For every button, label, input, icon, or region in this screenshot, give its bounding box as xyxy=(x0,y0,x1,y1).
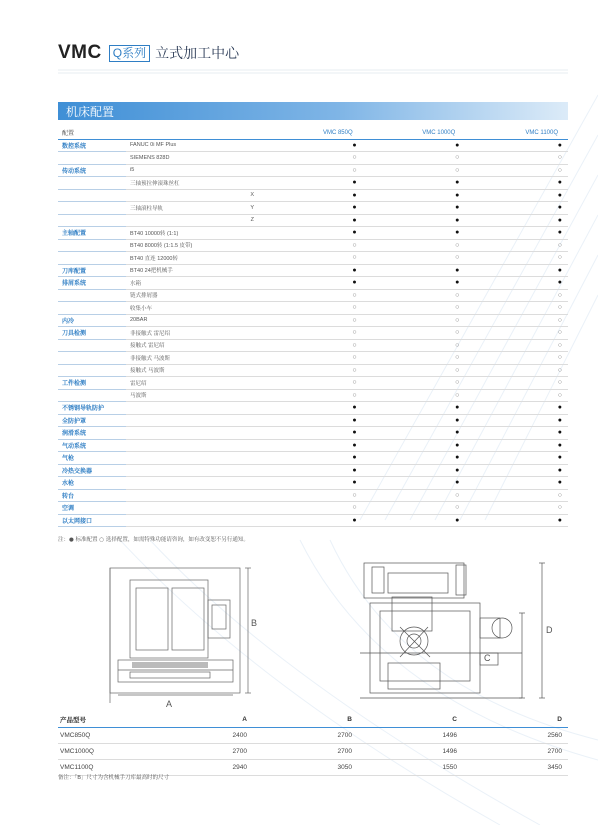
optional-mark: ○ xyxy=(363,502,466,515)
config-category xyxy=(58,339,126,352)
standard-mark: ● xyxy=(465,402,568,415)
config-sub-item xyxy=(236,477,260,490)
config-row xyxy=(58,264,568,277)
optional-mark: ○ xyxy=(363,377,466,390)
standard-mark: ● xyxy=(363,514,466,527)
config-item: SIEMENS 828D xyxy=(126,152,236,165)
optional-mark: ○ xyxy=(260,364,363,377)
config-sub-item xyxy=(236,339,260,352)
config-item: 非接触式 雷尼绍 xyxy=(126,327,236,340)
dimension-header: B xyxy=(253,713,358,727)
config-row xyxy=(58,277,568,290)
config-header-label: 配置 xyxy=(58,128,126,139)
config-sub-item xyxy=(236,264,260,277)
optional-mark: ○ xyxy=(363,314,466,327)
optional-mark: ○ xyxy=(363,364,466,377)
optional-mark: ○ xyxy=(260,389,363,402)
dimension-label-c: C xyxy=(484,653,491,663)
optional-mark: ○ xyxy=(465,489,568,502)
optional-mark: ○ xyxy=(260,152,363,165)
config-item: BT40 直连 12000转 xyxy=(126,252,236,265)
config-sub-item xyxy=(236,514,260,527)
dimension-value: 2700 xyxy=(463,743,568,759)
dimension-value: 2400 xyxy=(148,727,253,743)
config-category xyxy=(58,239,126,252)
standard-mark: ● xyxy=(260,214,363,227)
dimension-value: 1496 xyxy=(358,743,463,759)
section-title: 机床配置 xyxy=(66,105,115,119)
config-sub-item xyxy=(236,377,260,390)
config-header-blank-sub xyxy=(236,128,260,139)
standard-mark: ● xyxy=(465,202,568,215)
standard-mark: ● xyxy=(465,214,568,227)
optional-mark: ○ xyxy=(260,314,363,327)
optional-mark: ○ xyxy=(465,389,568,402)
optional-mark: ○ xyxy=(363,252,466,265)
dimension-header-row xyxy=(58,713,568,727)
dimension-label-a: A xyxy=(166,699,173,709)
standard-mark: ● xyxy=(260,439,363,452)
config-category: 刀具检测 xyxy=(58,327,126,340)
config-header-blank xyxy=(126,128,236,139)
config-row xyxy=(58,477,568,490)
config-sub-item xyxy=(236,352,260,365)
standard-mark: ● xyxy=(465,439,568,452)
optional-mark: ○ xyxy=(260,339,363,352)
config-sub-item: X xyxy=(236,189,260,202)
top-view-drawing xyxy=(352,553,562,708)
standard-mark: ● xyxy=(465,427,568,440)
config-row xyxy=(58,414,568,427)
standard-mark: ● xyxy=(363,227,466,240)
standard-mark: ● xyxy=(260,414,363,427)
config-row xyxy=(58,339,568,352)
config-category xyxy=(58,302,126,315)
config-row xyxy=(58,289,568,302)
config-item xyxy=(126,464,236,477)
optional-mark: ○ xyxy=(465,239,568,252)
standard-mark: ● xyxy=(260,202,363,215)
config-row xyxy=(58,239,568,252)
config-sub-item xyxy=(236,314,260,327)
config-sub-item xyxy=(236,152,260,165)
config-header-row xyxy=(58,128,568,139)
config-category: 冷热交换器 xyxy=(58,464,126,477)
config-row xyxy=(58,189,568,202)
standard-mark: ● xyxy=(363,189,466,202)
config-row xyxy=(58,302,568,315)
config-row xyxy=(58,452,568,465)
config-row xyxy=(58,389,568,402)
dimension-table-body xyxy=(58,727,568,775)
config-row xyxy=(58,139,568,152)
series-badge: Q系列 xyxy=(109,45,150,62)
dimension-value: 2560 xyxy=(463,727,568,743)
config-item xyxy=(126,402,236,415)
config-category: 刀库配置 xyxy=(58,264,126,277)
config-category xyxy=(58,189,126,202)
config-table xyxy=(58,128,568,527)
config-table-body xyxy=(58,139,568,527)
config-category: 转台 xyxy=(58,489,126,502)
config-item xyxy=(126,214,236,227)
config-sub-item xyxy=(236,452,260,465)
standard-mark: ● xyxy=(363,414,466,427)
optional-mark: ○ xyxy=(465,164,568,177)
config-sub-item xyxy=(236,364,260,377)
standard-mark: ● xyxy=(363,202,466,215)
dimension-header: D xyxy=(463,713,568,727)
config-category: 传动系统 xyxy=(58,164,126,177)
config-category: 空调 xyxy=(58,502,126,515)
optional-mark: ○ xyxy=(363,302,466,315)
config-item: BT40 24把机械手 xyxy=(126,264,236,277)
config-sub-item xyxy=(236,164,260,177)
dimension-value: 2700 xyxy=(253,743,358,759)
optional-mark: ○ xyxy=(465,339,568,352)
standard-mark: ● xyxy=(465,414,568,427)
standard-mark: ● xyxy=(465,514,568,527)
dimension-value: 3050 xyxy=(253,759,358,775)
config-row xyxy=(58,427,568,440)
dimension-header: 产品型号 xyxy=(58,713,148,727)
config-row xyxy=(58,439,568,452)
config-row xyxy=(58,327,568,340)
standard-mark: ● xyxy=(363,439,466,452)
dimension-value: 3450 xyxy=(463,759,568,775)
dimension-table xyxy=(58,713,568,776)
dimension-header: A xyxy=(148,713,253,727)
config-row xyxy=(58,202,568,215)
config-row xyxy=(58,464,568,477)
product-model: VMC850Q xyxy=(58,727,148,743)
config-item: FANUC 0i MF Plus xyxy=(126,139,236,152)
config-sub-item xyxy=(236,402,260,415)
optional-mark: ○ xyxy=(260,252,363,265)
config-category: 数控系统 xyxy=(58,139,126,152)
standard-mark: ● xyxy=(363,214,466,227)
standard-mark: ● xyxy=(363,277,466,290)
standard-mark: ● xyxy=(363,402,466,415)
config-category: 不锈钢导轨防护 xyxy=(58,402,126,415)
config-sub-item xyxy=(236,439,260,452)
config-item: 20BAR xyxy=(126,314,236,327)
standard-mark: ● xyxy=(465,177,568,190)
optional-mark: ○ xyxy=(260,327,363,340)
dimension-value: 2700 xyxy=(148,743,253,759)
config-item: 非接触式 马波斯 xyxy=(126,352,236,365)
standard-mark: ● xyxy=(363,427,466,440)
dimension-row xyxy=(58,727,568,743)
standard-mark: ● xyxy=(363,177,466,190)
config-item: 马波斯 xyxy=(126,389,236,402)
optional-mark: ○ xyxy=(260,502,363,515)
config-row xyxy=(58,514,568,527)
page-title xyxy=(58,42,239,64)
config-sub-item xyxy=(236,252,260,265)
standard-mark: ● xyxy=(260,452,363,465)
optional-mark: ○ xyxy=(465,502,568,515)
config-item xyxy=(126,452,236,465)
standard-mark: ● xyxy=(260,427,363,440)
standard-mark: ● xyxy=(260,514,363,527)
config-item xyxy=(126,502,236,515)
optional-mark: ○ xyxy=(363,389,466,402)
config-category: 工件检测 xyxy=(58,377,126,390)
optional-mark: ○ xyxy=(465,314,568,327)
optional-mark: ○ xyxy=(260,377,363,390)
front-view-drawing xyxy=(100,560,260,710)
config-row xyxy=(58,489,568,502)
config-category xyxy=(58,177,126,190)
optional-mark: ○ xyxy=(363,339,466,352)
config-sub-item xyxy=(236,177,260,190)
config-category: 以太网接口 xyxy=(58,514,126,527)
config-category: 主轴配置 xyxy=(58,227,126,240)
model-header: VMC 850Q xyxy=(260,128,363,139)
config-sub-item: Z xyxy=(236,214,260,227)
optional-mark: ○ xyxy=(260,289,363,302)
legend-note: 注：● 标准配置 ○ 选择配置，如需特殊功能请咨询，如有改变恕不另行通知。 xyxy=(58,537,249,543)
config-sub-item xyxy=(236,502,260,515)
optional-mark: ○ xyxy=(363,489,466,502)
standard-mark: ● xyxy=(465,477,568,490)
dimension-label-d: D xyxy=(546,625,553,635)
standard-mark: ● xyxy=(465,139,568,152)
optional-mark: ○ xyxy=(465,364,568,377)
config-item xyxy=(126,414,236,427)
dimension-value: 1550 xyxy=(358,759,463,775)
config-category xyxy=(58,352,126,365)
standard-mark: ● xyxy=(260,464,363,477)
config-sub-item xyxy=(236,302,260,315)
config-sub-item xyxy=(236,464,260,477)
config-row xyxy=(58,314,568,327)
config-category xyxy=(58,389,126,402)
config-sub-item xyxy=(236,327,260,340)
config-sub-item xyxy=(236,389,260,402)
optional-mark: ○ xyxy=(363,164,466,177)
config-sub-item xyxy=(236,227,260,240)
dimension-row xyxy=(58,743,568,759)
model-header: VMC 1000Q xyxy=(363,128,466,139)
title-model: VMC xyxy=(58,42,102,63)
config-item: 雷尼绍 xyxy=(126,377,236,390)
optional-mark: ○ xyxy=(260,302,363,315)
standard-mark: ● xyxy=(465,452,568,465)
optional-mark: ○ xyxy=(465,252,568,265)
config-item: BT40 10000转 (1:1) xyxy=(126,227,236,240)
config-sub-item xyxy=(236,139,260,152)
optional-mark: ○ xyxy=(363,352,466,365)
config-item: 链式排屑器 xyxy=(126,289,236,302)
optional-mark: ○ xyxy=(260,352,363,365)
section-bar xyxy=(58,102,568,120)
config-row xyxy=(58,352,568,365)
config-item xyxy=(126,439,236,452)
optional-mark: ○ xyxy=(260,164,363,177)
config-row xyxy=(58,502,568,515)
config-item: 三轴预拉伸滚珠丝杠 xyxy=(126,177,236,190)
config-item: 三轴滚柱导轨 xyxy=(126,202,236,215)
optional-mark: ○ xyxy=(363,327,466,340)
config-category: 排屑系统 xyxy=(58,277,126,290)
config-sub-item xyxy=(236,239,260,252)
standard-mark: ● xyxy=(363,464,466,477)
config-row xyxy=(58,377,568,390)
config-category: 气动系统 xyxy=(58,439,126,452)
standard-mark: ● xyxy=(363,139,466,152)
config-item xyxy=(126,189,236,202)
config-row xyxy=(58,364,568,377)
config-item: BT40 8000转 (1:1.5 皮带) xyxy=(126,239,236,252)
standard-mark: ● xyxy=(465,227,568,240)
config-row xyxy=(58,152,568,165)
config-sub-item xyxy=(236,414,260,427)
title-subtitle: 立式加工中心 xyxy=(155,46,240,62)
dimension-value: 2700 xyxy=(253,727,358,743)
optional-mark: ○ xyxy=(363,152,466,165)
standard-mark: ● xyxy=(260,277,363,290)
model-header: VMC 1100Q xyxy=(465,128,568,139)
standard-mark: ● xyxy=(260,139,363,152)
standard-mark: ● xyxy=(260,402,363,415)
standard-mark: ● xyxy=(260,177,363,190)
config-category xyxy=(58,289,126,302)
config-item: i5 xyxy=(126,164,236,177)
footnote: 备注：「B」尺寸为含机械手刀库最高时的尺寸 xyxy=(58,775,170,781)
config-category xyxy=(58,214,126,227)
dimension-label-b: B xyxy=(251,618,258,628)
config-item xyxy=(126,477,236,490)
standard-mark: ● xyxy=(465,464,568,477)
config-sub-item: Y xyxy=(236,202,260,215)
standard-mark: ● xyxy=(465,277,568,290)
product-model: VMC1100Q xyxy=(58,759,148,775)
config-item: 接触式 马波斯 xyxy=(126,364,236,377)
config-row xyxy=(58,177,568,190)
optional-mark: ○ xyxy=(363,239,466,252)
config-sub-item xyxy=(236,289,260,302)
config-category xyxy=(58,202,126,215)
optional-mark: ○ xyxy=(465,377,568,390)
config-row xyxy=(58,214,568,227)
config-row xyxy=(58,252,568,265)
config-row xyxy=(58,164,568,177)
config-category xyxy=(58,152,126,165)
config-item xyxy=(126,514,236,527)
config-item: 收集小车 xyxy=(126,302,236,315)
optional-mark: ○ xyxy=(465,302,568,315)
config-item xyxy=(126,489,236,502)
config-item: 水箱 xyxy=(126,277,236,290)
standard-mark: ● xyxy=(465,189,568,202)
optional-mark: ○ xyxy=(465,152,568,165)
config-category: 润滑系统 xyxy=(58,427,126,440)
config-sub-item xyxy=(236,277,260,290)
dimension-value: 1496 xyxy=(358,727,463,743)
optional-mark: ○ xyxy=(260,489,363,502)
standard-mark: ● xyxy=(465,264,568,277)
config-category: 内冷 xyxy=(58,314,126,327)
standard-mark: ● xyxy=(260,477,363,490)
standard-mark: ● xyxy=(260,189,363,202)
optional-mark: ○ xyxy=(260,239,363,252)
config-item xyxy=(126,427,236,440)
config-sub-item xyxy=(236,489,260,502)
config-category: 水枪 xyxy=(58,477,126,490)
dimension-value: 2940 xyxy=(148,759,253,775)
optional-mark: ○ xyxy=(465,289,568,302)
optional-mark: ○ xyxy=(465,327,568,340)
config-sub-item xyxy=(236,427,260,440)
product-model: VMC1000Q xyxy=(58,743,148,759)
dimension-header: C xyxy=(358,713,463,727)
config-row xyxy=(58,227,568,240)
standard-mark: ● xyxy=(363,452,466,465)
config-row xyxy=(58,402,568,415)
config-category: 气枪 xyxy=(58,452,126,465)
standard-mark: ● xyxy=(260,227,363,240)
config-category: 全防护罩 xyxy=(58,414,126,427)
standard-mark: ● xyxy=(363,477,466,490)
optional-mark: ○ xyxy=(465,352,568,365)
config-category xyxy=(58,252,126,265)
config-category xyxy=(58,364,126,377)
config-item: 接触式 雷尼绍 xyxy=(126,339,236,352)
optional-mark: ○ xyxy=(363,289,466,302)
standard-mark: ● xyxy=(363,264,466,277)
standard-mark: ● xyxy=(260,264,363,277)
